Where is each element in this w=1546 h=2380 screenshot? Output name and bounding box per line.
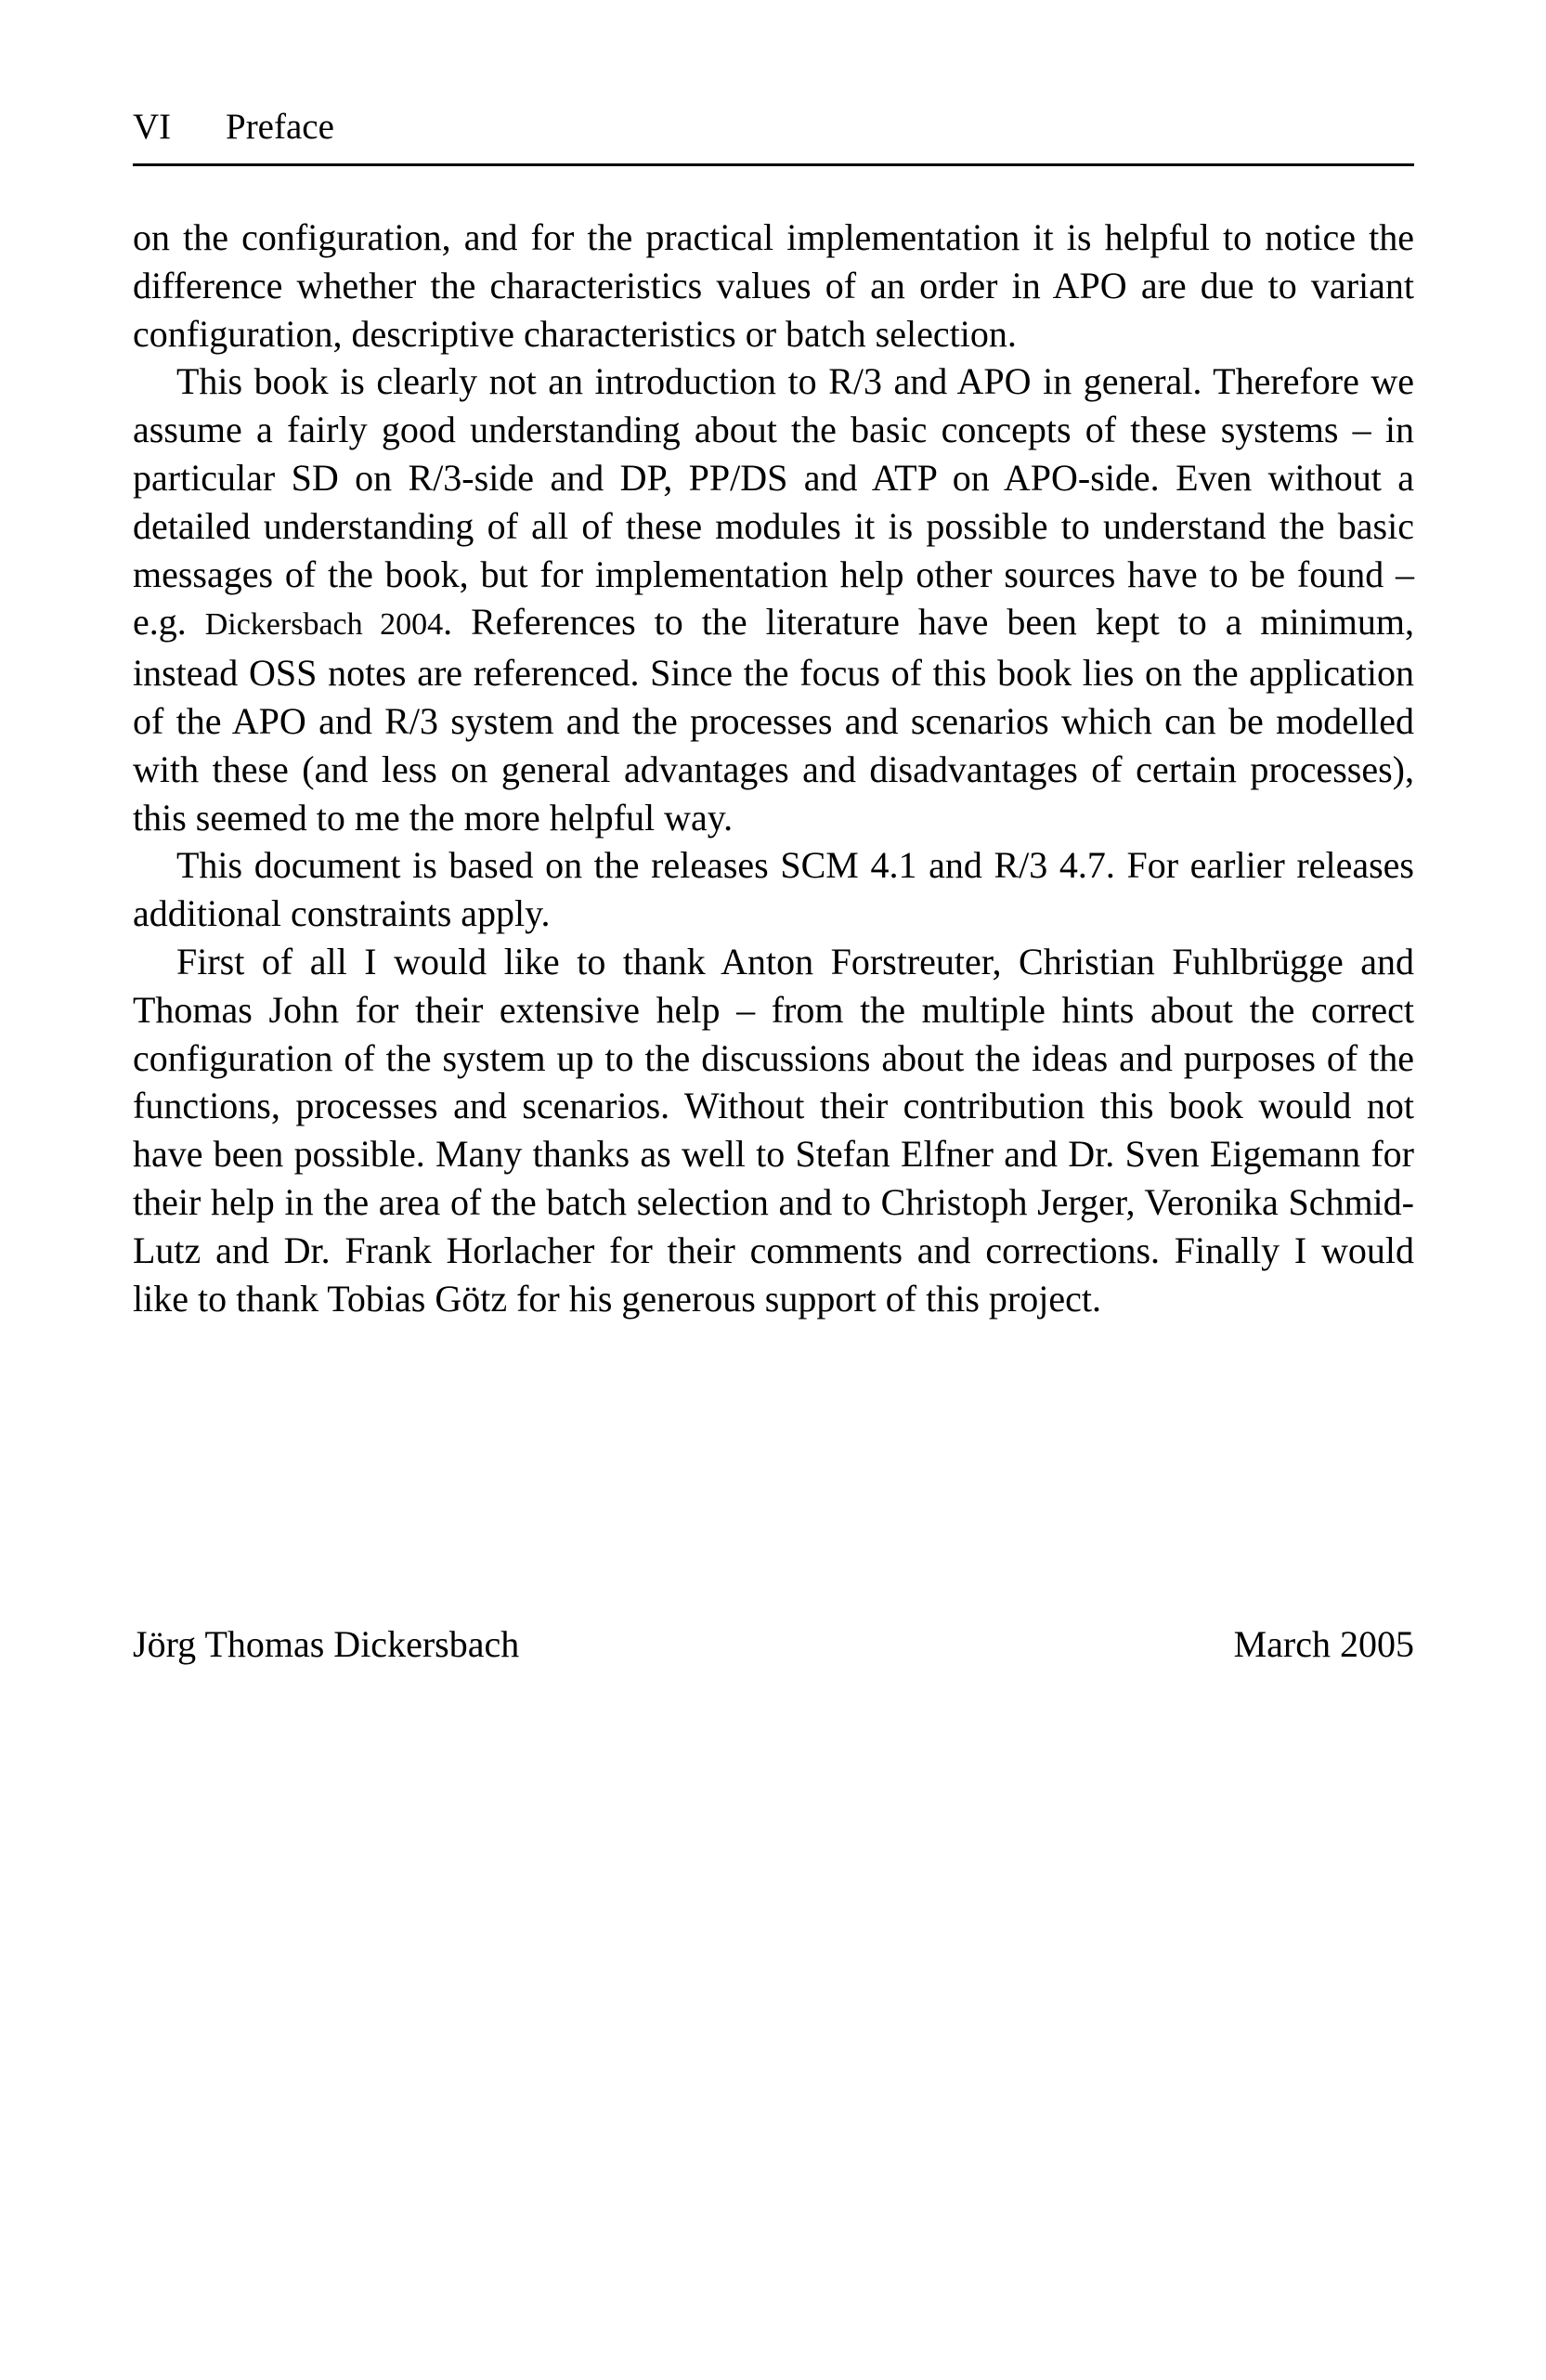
- page-number: VI: [133, 107, 172, 147]
- paragraph-3: This document is based on the releases SCM 4.1 and R/3 4.7. For earlier releases additional constraints apply.: [133, 844, 1414, 935]
- citation: Dickersbach 2004: [204, 607, 444, 643]
- signature-date: March 2005: [1233, 1623, 1414, 1665]
- paragraph-1: on the configuration, and for the practical implementation it is helpful to notice the difference whether the characteristics values of an order in APO are due to variant configuration, descriptive characteristics or batch selection.: [133, 216, 1414, 355]
- header-rule: [133, 163, 1414, 166]
- running-head: [133, 104, 1414, 150]
- paragraph-2: [133, 358, 1414, 841]
- paragraph-2-text-b: . References to the literature have been kept to a minimum, instead OSS notes are referenced. Since the focus of this book lies on the application of the APO and R/3 system and the processes and scenarios which can be modelled with these (and less on general advantages and disadvantages of certain processes), this seemed to me the more helpful way.: [133, 601, 1415, 839]
- author-name: Jörg Thomas Dickersbach: [133, 1623, 520, 1665]
- signature-line: [133, 1620, 1414, 1669]
- running-head-title: Preface: [226, 107, 334, 147]
- preface-body: [133, 214, 1414, 1322]
- paragraph-2-text-a: This book is clearly not an introduction to R/3 and APO in general. Therefore we assume a fairly good understanding about the basic concepts of these systems – in particular SD on R/3-side and DP, PP/DS and ATP on APO-side. Even without a detailed understanding of all of these modules it is possible to understand the basic messages of the book, but for implementation help other sources have to be found – e.g.: [133, 360, 1414, 644]
- book-page: [133, 0, 1414, 2380]
- paragraph-4: First of all I would like to thank Anton Forstreuter, Christian Fuhlbrügge and Thomas John for their extensive help – from the multiple hints about the correct configuration of the system up to the discussions about the ideas and purposes of the functions, processes and scenarios. Without their contribution this book would not have been possible. Many thanks as well to Stefan Elfner and Dr. Sven Eigemann for their help in the area of the batch selection and to Christoph Jerger, Veronika Schmid-Lutz and Dr. Frank Horlacher for their comments and corrections. Finally I would like to thank Tobias Götz for his generous support of this project.: [133, 940, 1414, 1320]
